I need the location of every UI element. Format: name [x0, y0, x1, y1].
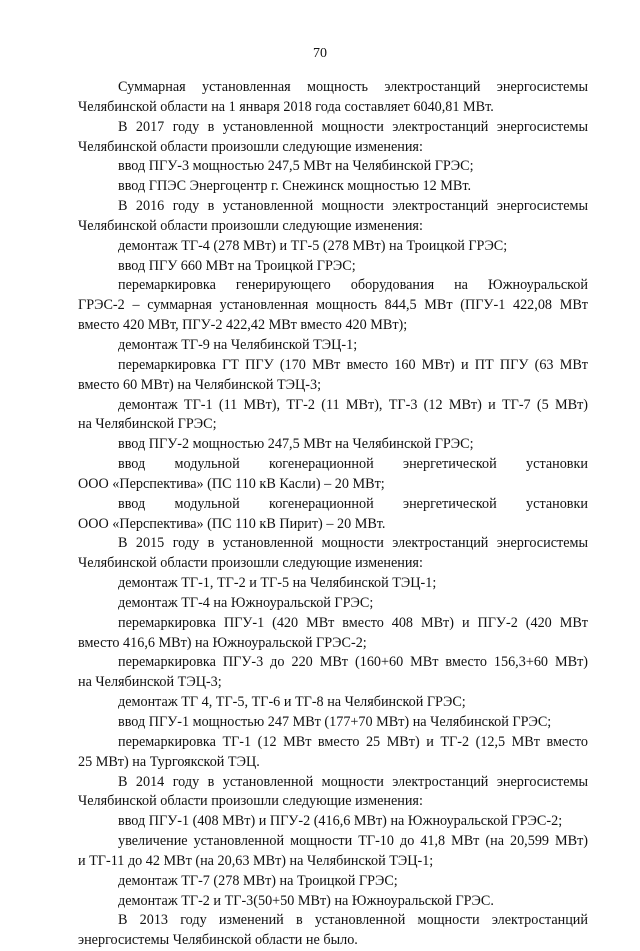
document-body — [78, 78, 588, 951]
text-line: В 2013 году изменений в установленной мощности электростанций — [118, 912, 588, 929]
text-line: перемаркировка ПГУ-1 (420 МВт вместо 408 МВт) и ПГУ-2 (420 МВт — [118, 614, 588, 631]
text-line: ГРЭС-2 – суммарная установленная мощность 844,5 МВт (ПГУ-1 422,08 МВт — [78, 297, 588, 314]
text-line: вместо 60 МВт) на Челябинской ТЭЦ-3; — [78, 376, 322, 393]
text-line: ввод ПГУ-1 (408 МВт) и ПГУ-2 (416,6 МВт) на Южноуральской ГРЭС-2; — [118, 813, 563, 830]
text-line: 25 МВт) на Тургоякской ТЭЦ. — [78, 753, 260, 770]
text-line: В 2015 году в установленной мощности электростанций энергосистемы — [118, 535, 588, 552]
text-line: ООО «Перспектива» (ПС 110 кВ Касли) – 20 МВт; — [78, 475, 385, 492]
text-line: ввод ПГУ-3 мощностью 247,5 МВт на Челябинской ГРЭС; — [118, 158, 474, 175]
text-line: ввод ПГУ 660 МВт на Троицкой ГРЭС; — [118, 257, 356, 274]
text-line: ввод ПГУ-2 мощностью 247,5 МВт на Челябинской ГРЭС; — [118, 436, 474, 453]
text-line: Суммарная установленная мощность электростанций энергосистемы — [118, 79, 588, 95]
text-line: демонтаж ТГ 4, ТГ-5, ТГ-6 и ТГ-8 на Челябинской ГРЭС; — [118, 694, 466, 711]
text-line: демонтаж ТГ-1, ТГ-2 и ТГ-5 на Челябинской ТЭЦ-1; — [118, 575, 437, 592]
text-line: перемаркировка ПГУ-3 до 220 МВт (160+60 МВт вместо 156,3+60 МВт) — [118, 654, 588, 671]
text-line: демонтаж ТГ-2 и ТГ-3(50+50 МВт) на Южноуральской ГРЭС. — [118, 892, 494, 909]
text-line: Челябинской области на 1 января 2018 года составляет 6040,81 МВт. — [78, 98, 494, 115]
text-line: ввод модульной когенерационной энергетической установки — [118, 495, 588, 512]
text-line: вместо 416,6 МВт) на Южноуральской ГРЭС-2; — [78, 634, 367, 651]
text-line: демонтаж ТГ-4 (278 МВт) и ТГ-5 (278 МВт) на Троицкой ГРЭС; — [118, 237, 508, 254]
text-line: В 2017 году в установленной мощности электростанций энергосистемы — [118, 118, 588, 135]
text-line: на Челябинской ТЭЦ-3; — [78, 674, 222, 691]
text-line: перемаркировка генерирующего оборудования на Южноуральской — [118, 277, 588, 294]
text-line: Челябинской области произошли следующие изменения: — [78, 793, 423, 810]
text-line: ввод ПГУ-1 мощностью 247 МВт (177+70 МВт) на Челябинской ГРЭС; — [118, 714, 552, 730]
text-line: перемаркировка ТГ-1 (12 МВт вместо 25 МВт) и ТГ-2 (12,5 МВт вместо — [118, 733, 588, 750]
text-line: В 2014 году в установленной мощности электростанций энергосистемы — [118, 773, 588, 790]
text-line: вместо 420 МВт, ПГУ-2 422,42 МВт вместо 420 МВт); — [78, 317, 408, 334]
text-line: демонтаж ТГ-4 на Южноуральской ГРЭС; — [118, 594, 374, 611]
text-line: В 2016 году в установленной мощности электростанций энергосистемы — [118, 198, 588, 215]
text-line: и ТГ-11 до 42 МВт (на 20,63 МВт) на Челябинской ТЭЦ-1; — [78, 852, 434, 869]
text-line: увеличение установленной мощности ТГ-10 до 41,8 МВт (на 20,599 МВт) — [118, 833, 588, 850]
text-line: Челябинской области произошли следующие изменения: — [78, 555, 423, 572]
text-line: ввод ГПЭС Энергоцентр г. Снежинск мощностью 12 МВт. — [118, 178, 472, 195]
text-line: энергосистемы Челябинской области не было. — [78, 932, 358, 949]
text-line: ООО «Перспектива» (ПС 110 кВ Пирит) – 20 МВт. — [78, 515, 386, 532]
text-line: демонтаж ТГ-1 (11 МВт), ТГ-2 (11 МВт), ТГ-3 (12 МВт) и ТГ-7 (5 МВт) — [118, 396, 588, 413]
text-line: на Челябинской ГРЭС; — [78, 416, 217, 433]
text-line: перемаркировка ГТ ПГУ (170 МВт вместо 160 МВт) и ПТ ПГУ (63 МВт — [118, 356, 588, 373]
page-number: 70 — [313, 46, 327, 61]
text-line: демонтаж ТГ-7 (278 МВт) на Троицкой ГРЭС; — [118, 872, 398, 889]
text-line: Челябинской области произошли следующие изменения: — [78, 217, 423, 234]
text-line: ввод модульной когенерационной энергетической установки — [118, 456, 588, 473]
text-line: демонтаж ТГ-9 на Челябинской ТЭЦ-1; — [118, 336, 358, 353]
text-line: Челябинской области произошли следующие изменения: — [78, 138, 423, 155]
